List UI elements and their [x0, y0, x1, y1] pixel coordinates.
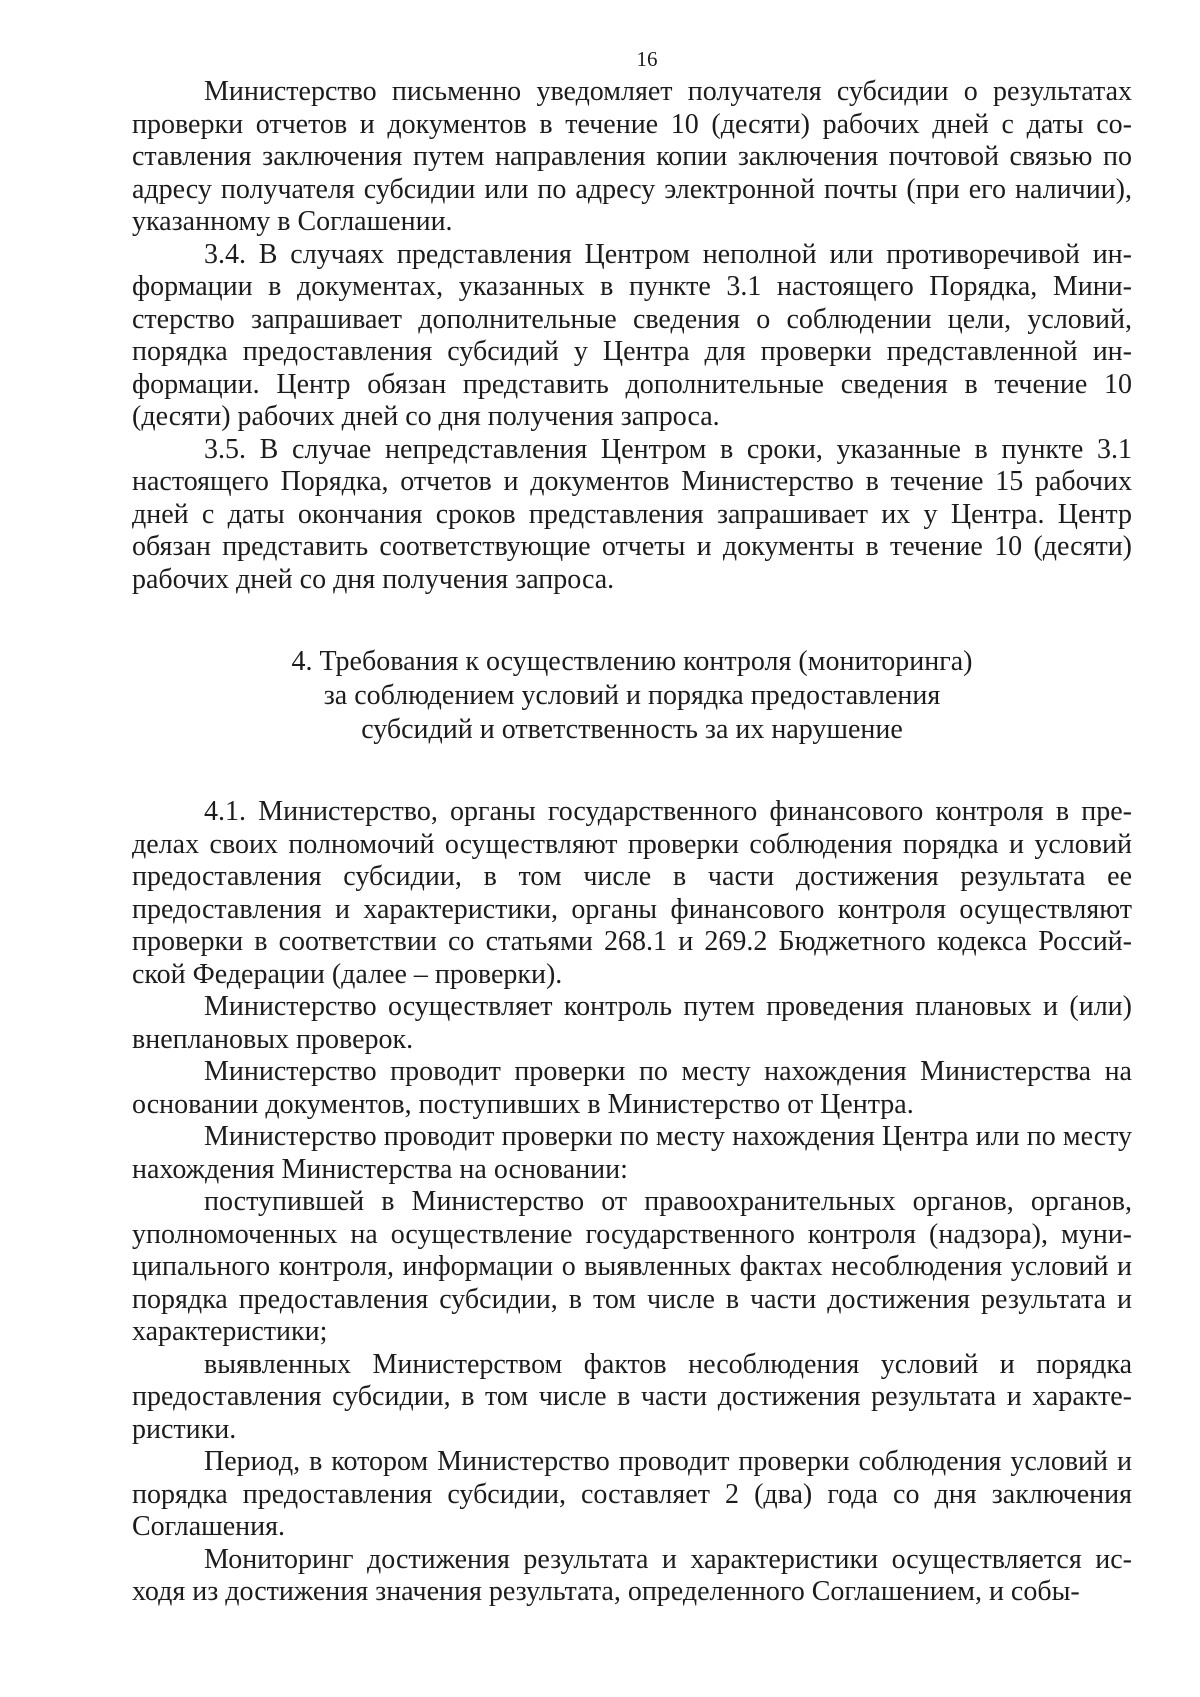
- paragraph-monitoring: Мониторинг достижения результата и характеристики осуществляется исходя из достижения значения результата, определенного Соглашением, и собы-: [132, 1543, 1132, 1607]
- paragraph-check-period: Период, в котором Министерство проводит проверки соблюдения условий и порядка предоставления субсидии, составляет 2 (два) года со дня заключения Соглашения.: [132, 1446, 1132, 1542]
- paragraph-3-5: 3.5. В случае непредставления Центром в сроки, указанные в пункте 3.1 настоящего Порядка, отчетов и документов Министерство в течение 15 рабочих дней с даты окончания сроков представления запрашивает их у Центра. Центр обязан представить соответствующие отчеты и документы в течение 10 (десяти) рабочих дней со дня получения запроса.: [132, 433, 1132, 595]
- paragraph-desk-checks: Министерство проводит проверки по месту нахождения Министерства на основании документов, поступивших в Министерство от Центра.: [132, 1056, 1132, 1120]
- section-heading: [132, 645, 1132, 747]
- paragraph-4-1: 4.1. Министерство, органы государственного финансового контроля в пределах своих полномочий осуществляют проверки соблюдения порядка и условий предоставления субсидии, в том числе в части достижения результата ее предоставления и характеристики, органы финансового контроля осуществляют проверки в соответствии со статьями 268.1 и 269.2 Бюджетного кодекса Российской Федерации (далее – проверки).: [132, 796, 1132, 990]
- paragraph-notification: Министерство письменно уведомляет получателя субсидии о результатах проверки отчетов и документов в течение 10 (десяти) рабочих дней с даты составления заключения путем направления копии заключения почтовой связью по адресу получателя субсидии или по адресу электронной почты (при его наличии), указанному в Соглашении.: [132, 76, 1132, 237]
- paragraph-onsite-checks: Министерство проводит проверки по месту нахождения Центра или по месту нахождения Министерства на основании:: [132, 1121, 1132, 1185]
- paragraph-control-type: Министерство осуществляет контроль путем проведения плановых и (или) внеплановых проверок.: [132, 991, 1132, 1055]
- paragraph-basis-identified-facts: выявленных Министерством фактов несоблюдения условий и порядка предоставления субсидии, в том числе в части достижения результата и характеристики.: [132, 1348, 1132, 1445]
- paragraphs-top: [132, 76, 1132, 596]
- section-heading-line-3: субсидий и ответственность за их нарушение: [361, 714, 903, 745]
- section-heading-line-1: 4. Требования к осуществлению контроля (мониторинга): [291, 646, 973, 677]
- paragraph-3-4: 3.4. В случаях представления Центром неполной или противоречивой информации в документах, указанных в пункте 3.1 настоящего Порядка, Министерство запрашивает дополнительные сведения о соблюдении цели, условий, порядка предоставления субсидий у Центра для проверки представленной информации. Центр обязан представить дополнительные сведения в течение 10 (десяти) рабочих дней со дня получения запроса.: [132, 238, 1132, 432]
- page-number: 16: [636, 47, 658, 71]
- paragraph-basis-received-info: поступившей в Министерство от правоохранительных органов, органов, уполномоченных на осуществление государственного контроля (надзора), муниципального контроля, информации о выявленных фактах несоблюдения условий и порядка предоставления субсидии, в том числе в части достижения результата и характеристики;: [132, 1186, 1132, 1347]
- document-page: [132, 46, 1132, 1609]
- section-heading-line-2: за соблюдением условий и порядка предоставления: [323, 680, 941, 711]
- paragraphs-bottom: [132, 796, 1132, 1609]
